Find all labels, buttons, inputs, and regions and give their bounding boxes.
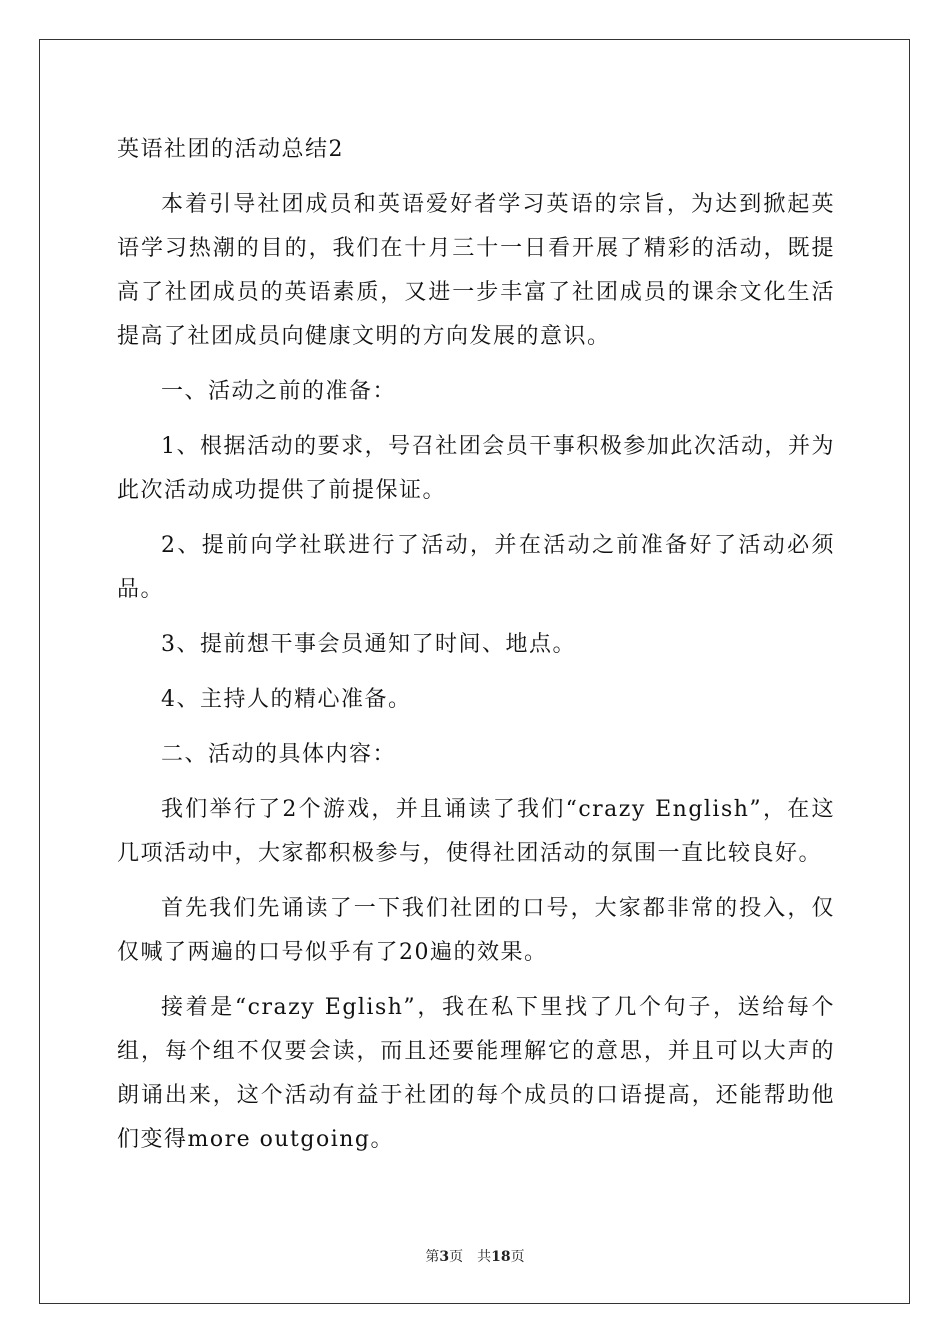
paragraph-intro: 本着引导社团成员和英语爱好者学习英语的宗旨，为达到掀起英语学习热潮的目的，我们在十月三十一日看开展了精彩的活动，既提高了社团成员的英语素质，又进一步丰富了社团成员的课余文化生活提高了社团成员向健康文明的方向发展的意识。 <box>117 192 835 349</box>
list-item-4: 4、主持人的精心准备。 <box>161 687 412 712</box>
list-item-3: 3、提前想干事会员通知了时间、地点。 <box>161 632 576 657</box>
list-item-1: 1、根据活动的要求，号召社团会员干事积极参加此次活动，并为此次活动成功提供了前提保证。 <box>117 434 835 503</box>
page-footer <box>0 1246 950 1266</box>
paragraph-crazy-english: 接着是“crazy Eglish”，我在私下里找了几个句子，送给每个组，每个组不仅要会读，而且还要能理解它的意思，并且可以大声的朗诵出来，这个活动有益于社团的每个成员的口语提高，还能帮助他们变得more outgoing。 <box>117 995 835 1152</box>
footer-prefix: 第 <box>425 1249 440 1265</box>
document-title: 英语社团的活动总结2 <box>117 137 344 162</box>
section-heading-preparation: 一、活动之前的准备： <box>161 379 397 404</box>
footer-page-number: 3 <box>439 1249 450 1265</box>
paragraph-slogan: 首先我们先诵读了一下我们社团的口号，大家都非常的投入，仅仅喊了两遍的口号似乎有了20遍的效果。 <box>117 896 835 965</box>
footer-suffix: 页 <box>510 1249 525 1265</box>
list-item-2: 2、提前向学社联进行了活动，并在活动之前准备好了活动必须品。 <box>117 533 835 602</box>
section-heading-content: 二、活动的具体内容： <box>161 742 397 767</box>
footer-middle: 页 共 <box>449 1249 492 1265</box>
document-body <box>117 128 835 1173</box>
footer-total-pages: 18 <box>491 1249 511 1265</box>
paragraph-games: 我们举行了2个游戏，并且诵读了我们“crazy English”，在这几项活动中，大家都积极参与，使得社团活动的氛围一直比较良好。 <box>117 797 835 866</box>
